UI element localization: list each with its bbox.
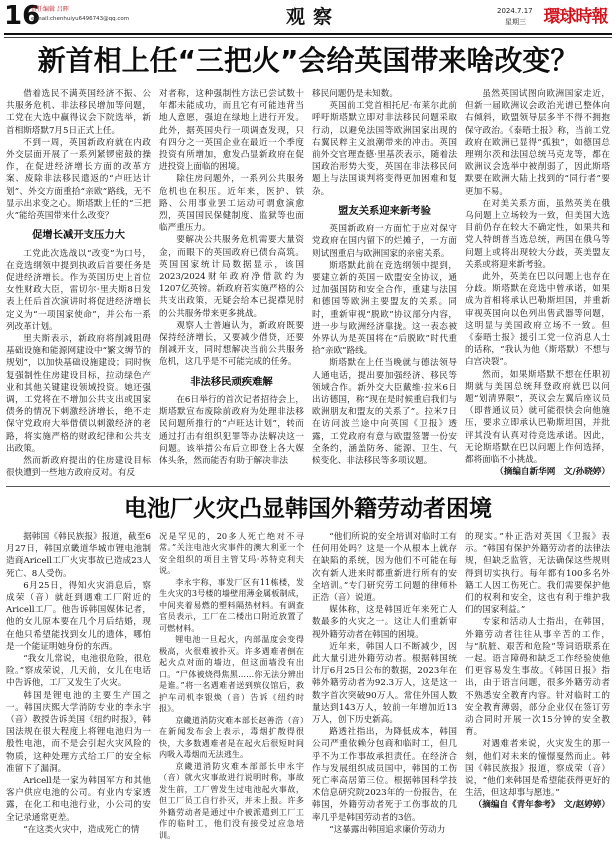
article-paragraph: 然而，如果斯塔默不想在任职初期就与美国总统拜登政府就巴以问题“划清界限”，英议会左翼后座议员（即普通议员）就可能很快会向他施压，要求立即承认巴勒斯坦国，并批评其没有认真对待竞选承诺。因此，无论斯塔默在巴以问题上作何选择，都将面临不小挑战。: [465, 369, 610, 466]
article-paragraph: 6月25日，得知火灾消息后，察成荣（音）就赶到遇难工厂附近的Aricell工厂。他告诉韩国媒体记者，他的女儿原本要在几个月后结婚，现在他只希望能找到女儿的遗体，哪怕是一个能证明她身份的东西。: [6, 580, 151, 652]
article-subheading: 促增长减开支压力大: [32, 229, 125, 242]
article-headline: 新首相上任“三把火”会给英国带来啥改变？: [37, 44, 579, 77]
article-paragraph: 对遇难者来说，火灾发生的那一刻，他们对未来的憧憬戛然而止。韩国《韩民族报》报道，察成荣（音）说，“他们来韩国是希望能获得更好的生活，但这却事与愿违。”: [465, 739, 610, 799]
article-paragraph: 近年来，韩国人口不断减少，因此大量引进外籍劳动者。根据韩国统计厅6月25日公布的数据，2023年在韩外籍劳动者为92.3万人，这是这一数字首次突破90万人。常住外国人数量达到143万人，较前一年增加近13万人，创下历史新高。: [312, 641, 457, 726]
article-paragraph: 京畿道消防灾难本部长赵善浩（音）在新闻发布会上表示，毒烟扩散得很快，大多数遇难者是在起火后很短时间内吸入毒烟而无法逃生。: [159, 714, 304, 760]
article-paragraph: 锂电池一旦起火，内部温度会变得极高，火很难被扑灭。许多遇难者倒在起火点对面的墙边，但这面墙没有出口。“尸体被烧得焦黑……你无法分辨出是谁。”将一名遇难者送到殡仪馆后，救护车司机李银焕（音）告诉《纽约时报》。: [159, 634, 304, 714]
article-column: [312, 88, 457, 480]
article-column: [6, 88, 151, 480]
article-paragraph: 在6日举行的首次记者招待会上，斯塔默宣布废除前政府为处理非法移民问题所推行的“卢旺达计划”，转而通过打击有组织犯罪等办法解决这一问题。该举措公布后立即登上各大媒体头条，然而能否有助于解决非法: [159, 394, 304, 466]
article-paragraph: 斯塔默此前在竞选纲领中提到，要建立新的英国－欧盟安全协议，通过加强国防和安全合作，重建与法国和德国等欧洲主要盟友的关系。同时，重新审视“脱欧”协议部分内容，进一步与欧洲经济靠拢。这一表态被外界认为是英国将在“后脱欧”时代重拾“亲欧”路线。: [312, 260, 457, 357]
article-paragraph-continued: 况是罕见的，20多人死亡绝对不寻常。”关注电池火灾事件的澳大利亚一个安全组织的项目主管艾玛·苏特克利夫说。: [159, 531, 304, 576]
article-subheading: 盟友关系迎来新考验: [338, 204, 431, 217]
article-paragraph: 不到一周，英国新政府就在内政外交层面开展了一系列紧锣密鼓的操作，在促进经济增长方面的改革方案、废除非法移民遣返的“卢旺达计划”、外交方面重拾“亲欧”路线，无不显示出求变之心。斯塔默上任的“三把火”能给英国带来什么改变？: [6, 137, 151, 222]
article-paragraph: 要解决公共服务危机需要大量资金，而眼下的英国政府已债台高筑。英国国家统计局数据显示，该国2023/2024财年政府净借款约为1207亿英镑。新政府若实施严格的公共支出政策，无疑会给本已捉襟见肘的公共服务带来更多挑战。: [159, 235, 304, 319]
article-column: [312, 531, 457, 841]
article-paragraph: “他们所说的安全培训对临时工有任何用处吗？这是一个从根本上就存在缺陷的系统，因为他们不可能在每次有新人进来时都重新进行所有的安全培训。”专门研究劳工问题的律师朴正浩（音）说道。: [312, 532, 457, 604]
article-paragraph-continued: 对者称，这种强制性方法已尝试数十年都未能成功，而且它有可能违背当地人意愿，强迫在绿地上进行开发。此外，据英国央行一项调查发现，只有四分之一英国企业在最近一个季度投资有所增加，愈发凸显新政府在促进投资上面临的困境。: [159, 89, 304, 173]
article-headline: 电池厂火灾凸显韩国外籍劳动者困境: [124, 496, 492, 522]
article-paragraph: 借着选民不满英国经济不振、公共服务危机、非法移民增加等问题，工党在大选中赢得议会下院选举，新首相斯塔默7月5日正式上任。: [6, 89, 151, 136]
article-paragraph: 在对美关系方面，虽然英美在俄乌问题上立场较为一致，但美国大选目前仍存在较大不确定性，如果共和党人特朗普当选总统，两国在俄乌等问题上或将出现较大分歧，英美盟友关系或将迎来新考验。: [465, 198, 610, 270]
section-title: 观察: [286, 6, 341, 28]
article-paragraph-continued: 的现实。”朴正浩对英国《卫报》表示。“韩国有保护外籍劳动者的法律法规，但缺乏监管，无法确保这些规则得到切实执行。每年都有100多名外籍工人因工伤死亡。我们需要保护他们的权利和安全，这也有利于维护我们的国家利益。”: [465, 532, 610, 616]
article-paragraph: 英国新政府一方面忙于应对保守党政府在国内留下的烂摊子，一方面则试图重启与欧洲国家的亲密关系。: [312, 224, 457, 259]
article-paragraph: 工党此次选战以“改变”为口号，在竞选纲领中提到执政后首要任务是促进经济增长。作为英国历史上首位女性财政大臣，雷切尔·里夫斯8日发表上任后首次演讲时将促进经济增长定义为“一项国家使命”，并公布一系列改革计划。: [6, 248, 151, 332]
issue-weekday: 星期三: [505, 18, 526, 26]
article-paragraph: Aricell是一家为韩国军方和其他客户供应电池的公司。有业内专家透露，在化工和电池行业，小公司的安全记录通常更差。: [6, 776, 151, 823]
article-paragraph: 里夫斯表示，新政府将削减阻碍基础设施和能源网建设中“繁文缛节的规划”，以加快基础设施建设；同时恢复强制性住房建设目标，拉动绿色产业和其他关键建设领域投资。她还强调，工党将在不增加公共支出或国家债务的情况下刺激经济增长，绝不走保守党政府大举借债以刺激经济的老路，将实施严格的财政纪律和公共支出政策。: [6, 333, 151, 454]
article-paragraph: 斯塔默在上任当晚就与德法领导人通电话，提出要加强经济、移民等领域合作。新外交大臣戴维·拉米6日出访德国，称“现在是时候重启我们与欧洲朋友和盟友的关系了”。拉米7日在访问波兰途中向英国《卫报》透露，工党政府有意与欧盟签署一份安全条约，涵盖防务、能源、卫生、气候变化、非法移民等多项议题。: [312, 358, 457, 466]
article-column: [465, 88, 610, 480]
header-rule-thin: [4, 37, 612, 38]
article-paragraph: 韩国是锂电池的主要生产国之一。韩国庆熙大学消防专业的李永宇（音）教授告诉美国《纽约时报》，韩国法规在很大程度上将锂电池归为一般性电池，而不是会引起火灾风险的物质，这种处理方式给工厂的安全标准留下了漏洞。: [6, 690, 151, 774]
article-paragraph: 专家和活动人士指出，在韩国，外籍劳动者往往从事辛苦的工作，与“肮脏、艰苦和危险”等词语联系在一起。语言障碍和缺乏工作经验使他们更容易发生事故。《韩国日报》指出，由于语言问题，很多外籍劳动者不熟悉安全教育内容。针对临时工的安全教育薄弱，部分企业仅在签订劳动合同时开展一次15分钟的安全教育。: [465, 617, 610, 738]
article-credit: （摘编自新华网 文/孙晓婷）: [495, 467, 610, 478]
editor-email: e-mail:chenhuiyu6496743@qq.com: [31, 16, 130, 22]
header-rule: [4, 33, 612, 35]
issue-date: 2024.7.17: [497, 7, 533, 15]
article-paragraph: 英国前工党首相托尼·布莱尔此前呼吁斯塔默立即对非法移民问题采取行动，以避免法国等欧洲国家出现的右翼民粹主义浪潮带来的冲击。英国前外交官理查德·里基茨表示，随着法国政治形势大变，英国在非法移民问题上与法国谈判将变得更加困难和复杂。: [312, 101, 457, 197]
article-credit: （摘编自《青年参考》 文/赵婷婷）: [473, 800, 610, 811]
article-paragraph: 京畿道消防灾难本部部长申永宇（音）就火灾事故进行说明时称，事故发生前，工厂曾发生过电池起火事故，但工厂员工自行扑灭，并未上报。许多外籍劳动者是通过中介被派遣到工厂工作的临时工，他们没有接受过应急培训。: [159, 760, 304, 840]
article-paragraph: 然而新政府提出的住房建设目标很快遭到一些地方政府反对。有反: [6, 455, 151, 479]
article-paragraph: 李永宇称，事发厂区有11栋楼，发生火灾的3号楼的墙壁用薄金属板制成，中间夹着易燃的塑料隔热材料。有调查官员表示，工厂在二楼出口附近放置了可燃材料。: [159, 576, 304, 633]
article-paragraph: 此外，英美在巴以问题上也存在分歧。斯塔默在竞选中曾承诺，如果成为首相将承认巴勒斯坦国，并重新审视英国向以色列出售武器等问题，这明显与美国政府立场不一致。但《泰晤士报》援引工党一位消息人士的话称，“我认为他（斯塔默）不想与白宫决裂”。: [465, 272, 610, 368]
article-column: [465, 531, 610, 841]
page-number: 16: [4, 1, 41, 31]
article-paragraph: 虽然英国试图向欧洲国家走近，但新一届欧洲议会政治光谱已整体向右倾斜，欧盟领导层多半不得不拥抱保守政治。《泰晤士报》称，当前工党政府在欧洲已显得“孤独”，如德国总理朔尔茨和法国总统马克龙等，都在欧洲议会选举中被削弱了，因此斯塔默要在欧洲大陆上找到的“同行者”要更加不易。: [465, 89, 610, 197]
article-paragraph: “我女儿常说，电池很危险，很危险。”察成荣说，几天前，女儿在电话中告诉他，工厂又发生了火灾。: [6, 654, 151, 689]
article-paragraph: 观察人士普遍认为，新政府既要保持经济增长，又要减少借贷，还要削减开支，同时想解决当前公共服务危机，这几乎是不可能完成的任务。: [159, 320, 304, 368]
article-subheading: 非法移民顽疾难解: [190, 375, 273, 388]
newspaper-logo: 環球時報: [543, 7, 608, 27]
article-paragraph: 除住房问题外，一系列公共服务危机也在积压。近年来，医护、铁路、公用事业罢工运动可谓愈演愈烈，英国国民保健制度、监狱等也面临严重压力。: [159, 174, 304, 234]
editor-credit: 责任编辑 吕晖: [31, 6, 69, 13]
article-paragraph: 路透社指出，为降低成本，韩国公司严重依赖分包商和临时工，但几乎不为工作事故承担责任。在经济合作与发展组织成员国中，韩国的工伤死亡率高居第三位。根据韩国科学技术信息研究院2023年的一份报告，在韩国，外籍劳动者死于工伤事故的几率几乎是韩国劳动者的3倍。: [312, 727, 457, 823]
article-paragraph: 据韩国《韩民族报》报道，截至6月27日，韩国京畿道华城市锂电池制造商Aricell工厂火灾事故已造成23人死亡、8人受伤。: [6, 532, 151, 579]
article-divider: [6, 486, 610, 487]
article-paragraph: 媒体称，这是韩国近年来死亡人数最多的火灾之一。这让人们重新审视外籍劳动者在韩国的困境。: [312, 605, 457, 640]
article-paragraph-continued: 移民问题仍是未知数。: [312, 89, 398, 99]
article-column: [159, 88, 304, 480]
article-paragraph: “在这类火灾中，造成死亡的情: [23, 824, 140, 835]
article-column: [6, 531, 151, 841]
article-paragraph: “这暴露出韩国追求廉价劳动力: [329, 824, 446, 835]
article-column: [159, 531, 304, 841]
